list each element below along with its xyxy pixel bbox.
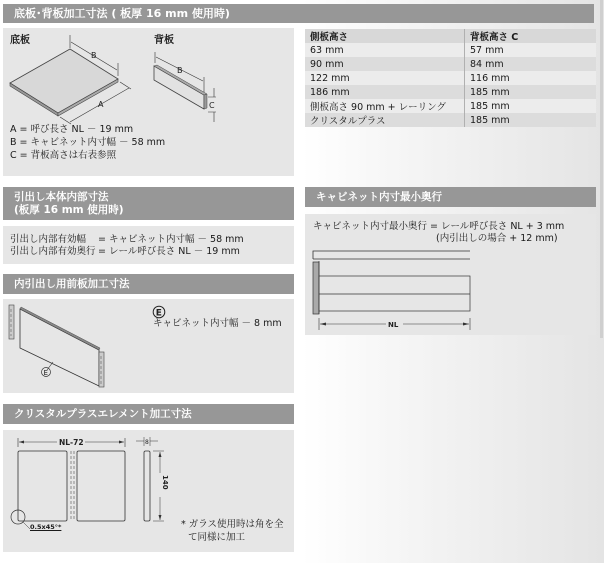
crystal-element-diagram bbox=[5, 432, 180, 532]
legend-c: C = 背板高さは右表参照 bbox=[10, 150, 117, 161]
table-header-row bbox=[305, 29, 596, 43]
table-cell: 186 mm bbox=[305, 85, 465, 99]
back-board-diagram bbox=[150, 45, 225, 125]
inner-dimensions-title-line1: 引出し本体内部寸法 bbox=[14, 190, 109, 203]
min-depth-header bbox=[305, 187, 596, 207]
inner-width-label: 引出し内部有効幅 bbox=[10, 234, 87, 245]
table-cell: 185 mm bbox=[465, 85, 597, 99]
e-marker-icon bbox=[152, 305, 166, 319]
table-cell: 116 mm bbox=[465, 71, 597, 85]
table-row bbox=[305, 113, 596, 127]
table-header-side-height: 側板高さ bbox=[305, 29, 465, 43]
chamfer-label: 0.5x45°* bbox=[30, 523, 62, 531]
inner-depth-formula: = レール呼び長さ NL － 19 mm bbox=[98, 246, 240, 257]
front-panel-formula: キャビネット内寸幅 － 8 mm bbox=[153, 318, 282, 329]
e-marker-diagram: E bbox=[43, 369, 48, 377]
back-board-height-table bbox=[305, 29, 596, 127]
min-depth-diagram bbox=[310, 248, 475, 333]
legend-a: A = 呼び長さ NL － 19 mm bbox=[10, 124, 134, 135]
front-panel-header bbox=[3, 274, 294, 294]
dim-b-label: B bbox=[91, 51, 97, 60]
table-cell: 90 mm bbox=[305, 57, 465, 71]
dim-c-label: C bbox=[209, 101, 215, 110]
nl72-label: NL-72 bbox=[59, 438, 84, 447]
glass-note-line1: * ガラス使用時は角を全 bbox=[181, 519, 284, 530]
vertical-scrollbar[interactable] bbox=[600, 0, 603, 338]
bottom-board-label: 底板 bbox=[10, 35, 30, 46]
dim-b-back-label: B bbox=[177, 66, 183, 75]
min-depth-title: キャビネット内寸最小奥行 bbox=[316, 190, 442, 203]
min-depth-formula-line2: (内引出しの場合 + 12 mm) bbox=[436, 233, 558, 244]
table-row bbox=[305, 99, 596, 113]
thickness-label: 8 bbox=[145, 439, 149, 446]
inner-width-formula: = キャビネット内寸幅 － 58 mm bbox=[98, 234, 244, 245]
back-board-label: 背板 bbox=[154, 35, 174, 46]
table-cell: 185 mm bbox=[465, 113, 597, 127]
crystal-element-title: クリスタルプラスエレメント加工寸法 bbox=[14, 407, 192, 420]
height-140-label: 140 bbox=[161, 475, 169, 490]
table-cell: 63 mm bbox=[305, 43, 465, 57]
table-cell: クリスタルプラス bbox=[305, 113, 465, 127]
inner-dimensions-title-line2: (板厚 16 mm 使用時) bbox=[14, 203, 124, 216]
glass-note-line2: て同様に加工 bbox=[188, 532, 246, 543]
table-cell: 側板高さ 90 mm + レーリング bbox=[305, 99, 465, 113]
table-row bbox=[305, 43, 596, 57]
table-cell: 185 mm bbox=[465, 99, 597, 113]
inner-dimensions-header bbox=[3, 187, 294, 220]
nl-dim-label: NL bbox=[388, 321, 399, 329]
dim-a-label: A bbox=[98, 100, 104, 109]
table-cell: 84 mm bbox=[465, 57, 597, 71]
table-cell: 57 mm bbox=[465, 43, 597, 57]
table-header-back-height: 背板高さ C bbox=[465, 29, 597, 43]
front-panel-diagram bbox=[5, 300, 110, 395]
panel-processing-title: 底板･背板加工寸法 ( 板厚 16 mm 使用時) bbox=[14, 7, 230, 20]
min-depth-formula-line1: キャビネット内寸最小奥行 = レール呼び長さ NL + 3 mm bbox=[313, 221, 565, 232]
crystal-element-header bbox=[3, 404, 294, 424]
table-row bbox=[305, 71, 596, 85]
inner-depth-label: 引出し内部有効奥行 bbox=[10, 246, 96, 257]
e-marker-text: E bbox=[155, 308, 162, 319]
panel-processing-header bbox=[3, 4, 594, 23]
table-row bbox=[305, 85, 596, 99]
front-panel-title: 内引出し用前板加工寸法 bbox=[14, 277, 130, 290]
table-row bbox=[305, 57, 596, 71]
legend-b: B = キャビネット内寸幅 － 58 mm bbox=[10, 137, 166, 148]
table-cell: 122 mm bbox=[305, 71, 465, 85]
